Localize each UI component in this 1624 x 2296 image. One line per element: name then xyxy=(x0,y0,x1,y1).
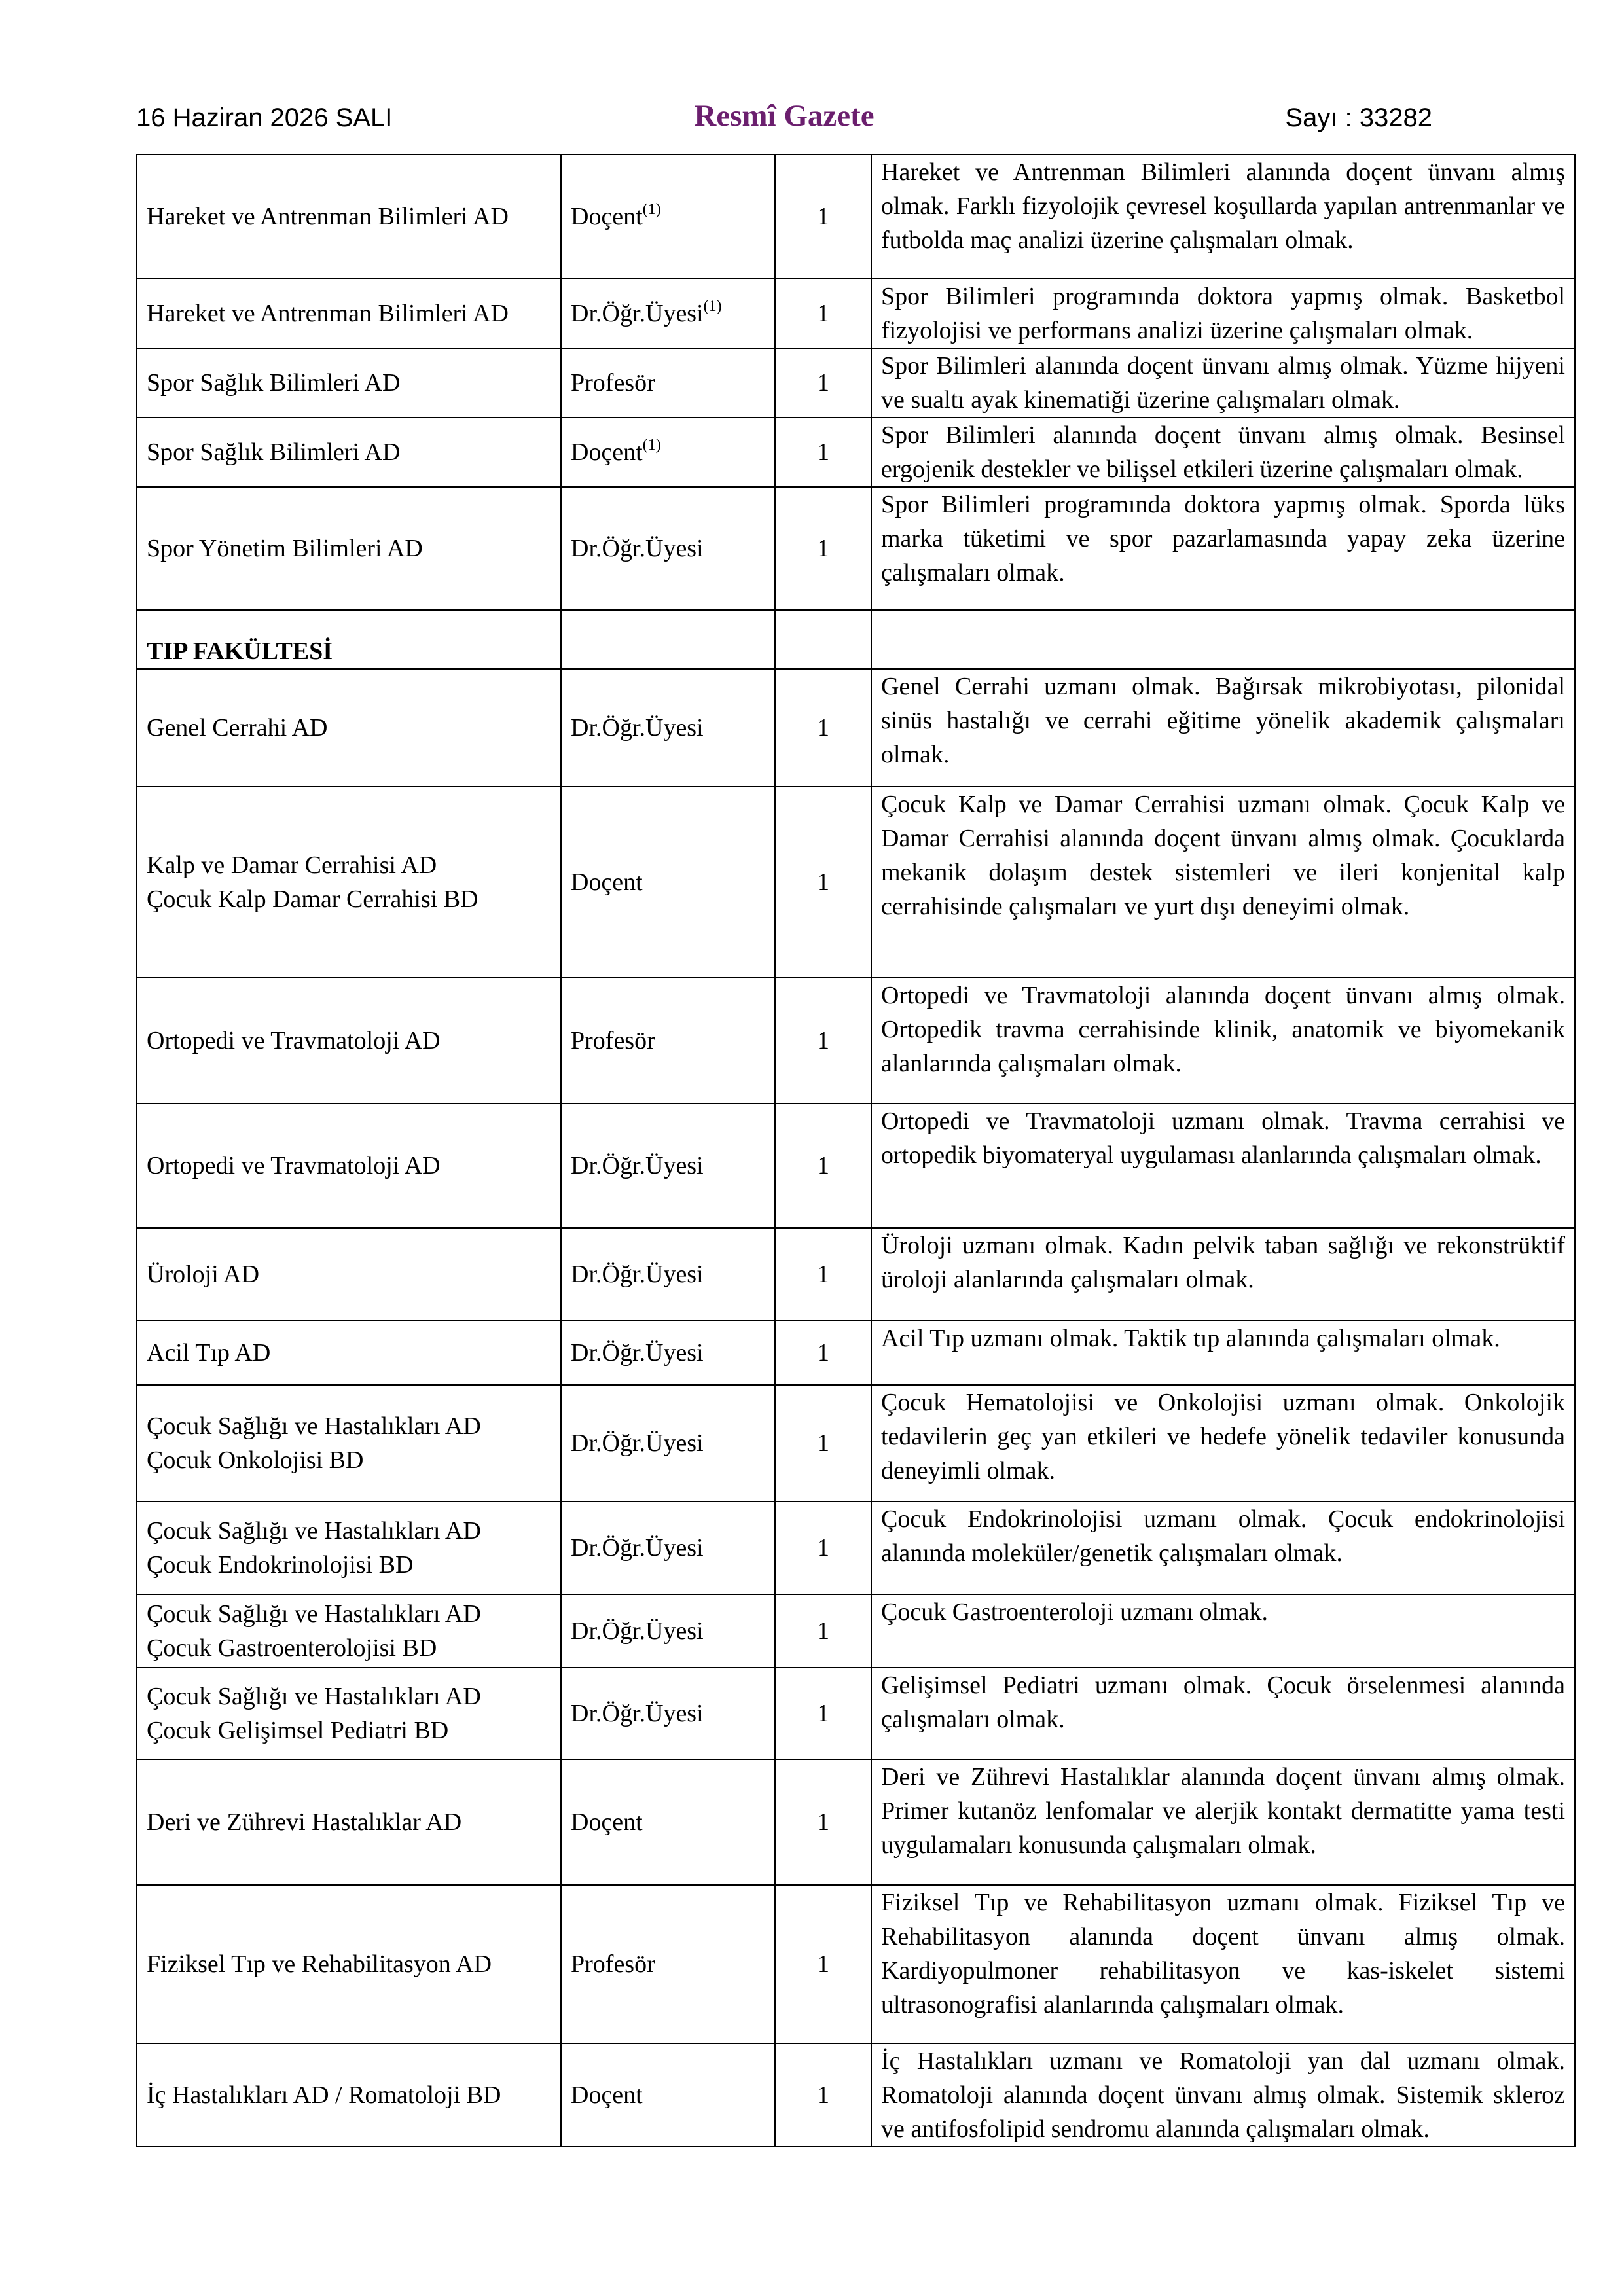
position-count: 1 xyxy=(775,1228,871,1321)
academic-title: Dr.Öğr.Üyesi xyxy=(571,714,704,742)
department-cell xyxy=(137,279,561,348)
academic-title: Profesör xyxy=(571,369,655,397)
header-date: 16 Haziran 2026 SALI xyxy=(136,103,393,132)
department-line: Kalp ve Damar Cerrahisi AD xyxy=(147,852,437,879)
requirements-cell: Acil Tıp uzmanı olmak. Taktik tıp alanında çalışmaları olmak. xyxy=(871,1321,1575,1385)
requirements-cell: Üroloji uzmanı olmak. Kadın pelvik taban sağlığı ve rekonstrüktif üroloji alanlarında çalışmaları olmak. xyxy=(871,1228,1575,1321)
department-cell xyxy=(137,487,561,610)
position-count: 1 xyxy=(775,1103,871,1228)
academic-title: Dr.Öğr.Üyesi xyxy=(571,1700,704,1727)
requirements-cell: Çocuk Hematolojisi ve Onkolojisi uzmanı olmak. Onkolojik tedavilerin geç yan etkileri ve hedefe yönelik tedaviler konusunda deneyimli olmak. xyxy=(871,1385,1575,1501)
footnote-marker: (1) xyxy=(703,298,722,315)
position-count: 1 xyxy=(775,1385,871,1501)
table-row xyxy=(137,1501,1575,1594)
table-row xyxy=(137,2043,1575,2147)
table-row xyxy=(137,279,1575,348)
department-line: Çocuk Endokrinolojisi BD xyxy=(147,1551,414,1579)
department-cell xyxy=(137,1501,561,1594)
academic-title: Dr.Öğr.Üyesi xyxy=(571,1617,704,1645)
footnote-marker: (1) xyxy=(642,201,661,219)
academic-title: Dr.Öğr.Üyesi xyxy=(571,1534,704,1562)
requirements-cell: Spor Bilimleri alanında doçent ünvanı almış olmak. Besinsel ergojenik destekler ve bilişsel etkileri üzerine çalışmaları olmak. xyxy=(871,418,1575,487)
position-count: 1 xyxy=(775,787,871,978)
department-cell xyxy=(137,1385,561,1501)
requirements-cell: Gelişimsel Pediatri uzmanı olmak. Çocuk örselenmesi alanında çalışmaları olmak. xyxy=(871,1668,1575,1759)
table-row xyxy=(137,1594,1575,1668)
academic-title: Dr.Öğr.Üyesi xyxy=(571,535,704,562)
position-count: 1 xyxy=(775,348,871,418)
academic-title-cell xyxy=(561,1594,775,1668)
page-header xyxy=(136,98,1432,137)
department-line: Acil Tıp AD xyxy=(147,1339,271,1367)
academic-title-cell xyxy=(561,1501,775,1594)
academic-title: Dr.Öğr.Üyesi xyxy=(571,1339,704,1367)
table-row xyxy=(137,1885,1575,2043)
department-cell xyxy=(137,787,561,978)
requirements-cell: Spor Bilimleri programında doktora yapmış olmak. Sporda lüks marka tüketimi ve spor pazarlamasında yapay zeka üzerine çalışmaları olmak. xyxy=(871,487,1575,610)
requirements-cell: Deri ve Zührevi Hastalıklar alanında doçent ünvanı almış olmak. Primer kutanöz lenfomalar ve alerjik kontakt dermatitte yama testi uygulamaları konusunda çalışmaları olmak. xyxy=(871,1759,1575,1885)
positions-table xyxy=(136,154,1576,2147)
department-line: Çocuk Sağlığı ve Hastalıkları AD xyxy=(147,1600,481,1628)
academic-title-cell xyxy=(561,1385,775,1501)
position-count: 1 xyxy=(775,279,871,348)
academic-title-cell xyxy=(561,2043,775,2147)
academic-title: Dr.Öğr.Üyesi xyxy=(571,1429,704,1457)
department-cell xyxy=(137,1668,561,1759)
position-count: 1 xyxy=(775,1668,871,1759)
department-line: Çocuk Kalp Damar Cerrahisi BD xyxy=(147,886,478,913)
academic-title-cell xyxy=(561,1228,775,1321)
position-count: 1 xyxy=(775,2043,871,2147)
academic-title-cell xyxy=(561,1668,775,1759)
table-row xyxy=(137,1759,1575,1885)
requirements-cell: Fiziksel Tıp ve Rehabilitasyon uzmanı olmak. Fiziksel Tıp ve Rehabilitasyon alanında doçent ünvanı almış olmak. Kardiyopulmoner rehabilitasyon ve kas-iskelet sistemi ultrasonografisi alanlarında çalışmaları olmak. xyxy=(871,1885,1575,2043)
requirements-cell: Spor Bilimleri programında doktora yapmış olmak. Basketbol fizyolojisi ve performans analizi üzerine çalışmaları olmak. xyxy=(871,279,1575,348)
table-row xyxy=(137,154,1575,279)
academic-title: Dr.Öğr.Üyesi xyxy=(571,300,704,327)
header-publication-title: Resmî Gazete xyxy=(694,99,875,133)
academic-title: Dr.Öğr.Üyesi xyxy=(571,1152,704,1179)
section-heading: TIP FAKÜLTESİ xyxy=(137,610,561,669)
academic-title: Profesör xyxy=(571,1950,655,1978)
academic-title-cell xyxy=(561,487,775,610)
section-row xyxy=(137,610,1575,669)
department-cell xyxy=(137,418,561,487)
empty-cell xyxy=(871,610,1575,669)
table-row xyxy=(137,487,1575,610)
empty-cell xyxy=(561,610,775,669)
academic-title-cell xyxy=(561,978,775,1103)
positions-table-body xyxy=(137,154,1575,2147)
department-line: Hareket ve Antrenman Bilimleri AD xyxy=(147,203,509,230)
department-cell xyxy=(137,1885,561,2043)
department-line: Spor Sağlık Bilimleri AD xyxy=(147,369,401,397)
department-cell xyxy=(137,1103,561,1228)
position-count: 1 xyxy=(775,1501,871,1594)
department-line: Genel Cerrahi AD xyxy=(147,714,328,742)
academic-title: Doçent xyxy=(571,869,643,896)
position-count: 1 xyxy=(775,1885,871,2043)
department-line: Fiziksel Tıp ve Rehabilitasyon AD xyxy=(147,1950,492,1978)
department-cell xyxy=(137,1594,561,1668)
academic-title: Doçent xyxy=(571,439,643,466)
header-issue-number: Sayı : 33282 xyxy=(1285,103,1432,132)
academic-title: Dr.Öğr.Üyesi xyxy=(571,1261,704,1288)
requirements-cell: Hareket ve Antrenman Bilimleri alanında doçent ünvanı almış olmak. Farklı fizyolojik çevresel koşullarda yapılan antrenmanlar ve futbolda maç analizi üzerine çalışmaları olmak. xyxy=(871,154,1575,279)
requirements-cell: Ortopedi ve Travmatoloji uzmanı olmak. Travma cerrahisi ve ortopedik biyomateryal uygulaması alanlarında çalışmaları olmak. xyxy=(871,1103,1575,1228)
footnote-marker: (1) xyxy=(642,437,661,454)
empty-cell xyxy=(775,610,871,669)
position-count: 1 xyxy=(775,418,871,487)
academic-title: Profesör xyxy=(571,1027,655,1054)
table-row xyxy=(137,978,1575,1103)
requirements-cell: Spor Bilimleri alanında doçent ünvanı almış olmak. Yüzme hijyeni ve sualtı ayak kinematiği üzerine çalışmaları olmak. xyxy=(871,348,1575,418)
academic-title-cell xyxy=(561,348,775,418)
requirements-cell: Çocuk Gastroenteroloji uzmanı olmak. xyxy=(871,1594,1575,1668)
department-cell xyxy=(137,1759,561,1885)
department-line: Ortopedi ve Travmatoloji AD xyxy=(147,1152,441,1179)
table-row xyxy=(137,1228,1575,1321)
department-line: Çocuk Gelişimsel Pediatri BD xyxy=(147,1717,449,1744)
department-line: Çocuk Gastroenterolojisi BD xyxy=(147,1634,437,1662)
academic-title-cell xyxy=(561,418,775,487)
table-row xyxy=(137,1321,1575,1385)
department-line: Spor Yönetim Bilimleri AD xyxy=(147,535,423,562)
academic-title-cell xyxy=(561,669,775,787)
department-line: Üroloji AD xyxy=(147,1261,260,1288)
table-row xyxy=(137,1668,1575,1759)
academic-title-cell xyxy=(561,787,775,978)
department-line: İç Hastalıkları AD / Romatoloji BD xyxy=(147,2081,501,2109)
department-line: Spor Sağlık Bilimleri AD xyxy=(147,439,401,466)
table-row xyxy=(137,418,1575,487)
position-count: 1 xyxy=(775,487,871,610)
academic-title-cell xyxy=(561,154,775,279)
department-line: Deri ve Zührevi Hastalıklar AD xyxy=(147,1808,462,1836)
department-line: Çocuk Onkolojisi BD xyxy=(147,1446,364,1474)
department-cell xyxy=(137,669,561,787)
table-row xyxy=(137,1385,1575,1501)
table-row xyxy=(137,1103,1575,1228)
table-row xyxy=(137,348,1575,418)
academic-title-cell xyxy=(561,279,775,348)
academic-title-cell xyxy=(561,1103,775,1228)
position-count: 1 xyxy=(775,669,871,787)
department-line: Çocuk Sağlığı ve Hastalıkları AD xyxy=(147,1517,481,1545)
position-count: 1 xyxy=(775,1321,871,1385)
requirements-cell: Çocuk Endokrinolojisi uzmanı olmak. Çocuk endokrinolojisi alanında moleküler/genetik çalışmaları olmak. xyxy=(871,1501,1575,1594)
academic-title-cell xyxy=(561,1321,775,1385)
department-cell xyxy=(137,1321,561,1385)
department-cell xyxy=(137,348,561,418)
department-cell xyxy=(137,2043,561,2147)
department-cell xyxy=(137,154,561,279)
position-count: 1 xyxy=(775,1759,871,1885)
table-row xyxy=(137,787,1575,978)
academic-title: Doçent xyxy=(571,1808,643,1836)
requirements-cell: İç Hastalıkları uzmanı ve Romatoloji yan dal uzmanı olmak. Romatoloji alanında doçent ünvanı almış olmak. Sistemik skleroz ve antifosfolipid sendromu alanında çalışmaları olmak. xyxy=(871,2043,1575,2147)
department-line: Çocuk Sağlığı ve Hastalıkları AD xyxy=(147,1412,481,1440)
requirements-cell: Genel Cerrahi uzmanı olmak. Bağırsak mikrobiyotası, pilonidal sinüs hastalığı ve cerrahi eğitime yönelik akademik çalışmaları olmak. xyxy=(871,669,1575,787)
academic-title-cell xyxy=(561,1759,775,1885)
department-line: Çocuk Sağlığı ve Hastalıkları AD xyxy=(147,1683,481,1710)
academic-title: Doçent xyxy=(571,2081,643,2109)
position-count: 1 xyxy=(775,978,871,1103)
requirements-cell: Çocuk Kalp ve Damar Cerrahisi uzmanı olmak. Çocuk Kalp ve Damar Cerrahisi alanında doçent ünvanı almış olmak. Çocuklarda mekanik dolaşım destek sistemleri ve ileri konjenital kalp cerrahisinde çalışmaları ve yurt dışı deneyimi olmak. xyxy=(871,787,1575,978)
position-count: 1 xyxy=(775,1594,871,1668)
department-cell xyxy=(137,978,561,1103)
academic-title: Doçent xyxy=(571,203,643,230)
requirements-cell: Ortopedi ve Travmatoloji alanında doçent ünvanı almış olmak. Ortopedik travma cerrahisinde klinik, anatomik ve biyomekanik alanlarında çalışmaları olmak. xyxy=(871,978,1575,1103)
position-count: 1 xyxy=(775,154,871,279)
academic-title-cell xyxy=(561,1885,775,2043)
table-row xyxy=(137,669,1575,787)
department-line: Hareket ve Antrenman Bilimleri AD xyxy=(147,300,509,327)
department-cell xyxy=(137,1228,561,1321)
department-line: Ortopedi ve Travmatoloji AD xyxy=(147,1027,441,1054)
